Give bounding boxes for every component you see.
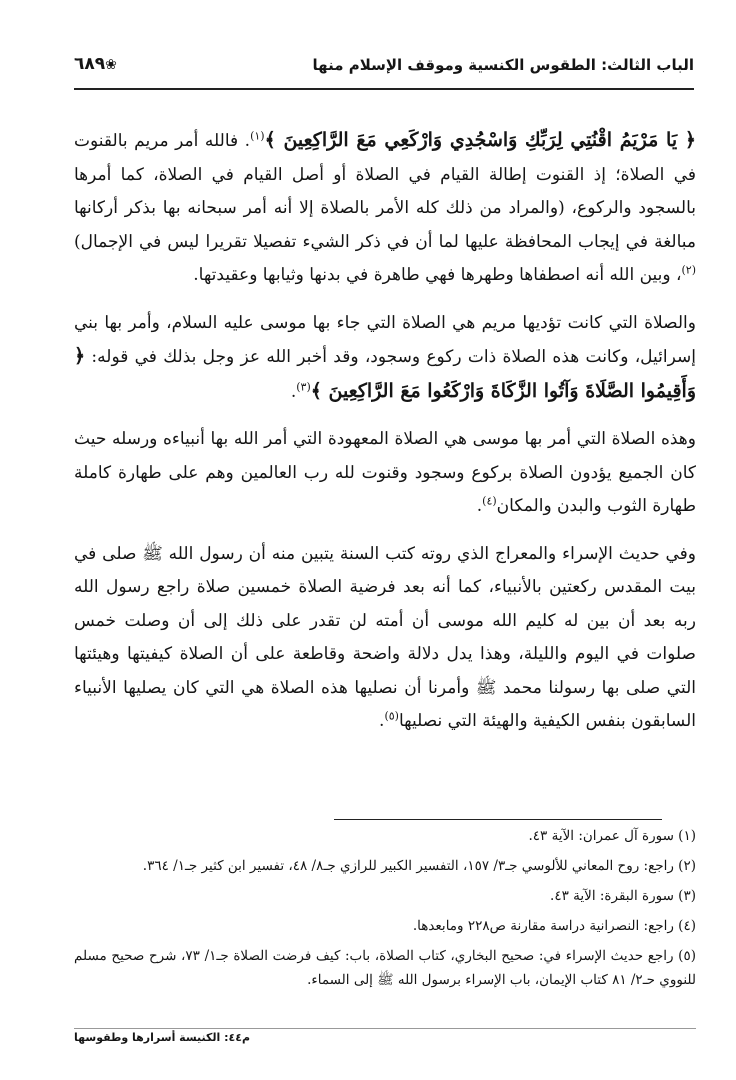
quran-verse: ﴿ وَأَقِيمُوا الصَّلَاةَ وَآتُوا الزَّكَاةَ وَارْكَعُوا مَعَ الرَّاكِعِينَ ﴾ <box>74 345 696 402</box>
paragraph-text: وفي حديث الإسراء والمعراج الذي روته كتب السنة يتبين منه أن رسول الله ﷺ صلى في بيت المقدس ركعتين بالأنبياء، كما أنه بعد فرضية الصلاة خمسين صلاة راجع رسول الله ربه بعد أن بين له كليم الله موسى أن أمته لن تقدر على ذلك إلى أن وصلت خمس صلوات في اليوم والليلة، وهذا يدل دلالة واضحة وقاطعة على أن الصلاة كيفيتها وهيئتها التي صلى بها رسولنا محمد ﷺ وأمرنا أن نصليها هذه الصلاة هي التي كان يصليها الأنبياء السابقون بنفس الكيفية والهيئة التي نصليها <box>74 543 696 731</box>
page-number-value: ٦٨٩ <box>74 54 106 74</box>
page-footer <box>74 1028 696 1051</box>
main-text <box>74 124 696 753</box>
footnote-1: (١) سورة آل عمران: الآية ٤٣. <box>528 828 696 844</box>
page-header <box>74 44 694 90</box>
footnote-ref[interactable]: (٤) <box>482 494 497 508</box>
footnotes <box>74 824 696 998</box>
running-title: الباب الثالث: الطقوس الكنسية وموقف الإسلام منها <box>312 56 694 74</box>
paragraph-text: والصلاة التي كانت تؤديها مريم هي الصلاة التي جاء بها موسى عليه السلام، وأمر بها بني إسرائيل، وكانت هذه الصلاة ذات ركوع وسجود، وقد أخبر الله عز وجل بذلك في قوله: <box>74 312 696 367</box>
footer-book-title: م٤٤: الكنيسة أسرارها وطقوسها <box>74 1031 251 1044</box>
footnote-ref[interactable]: (٥) <box>384 709 399 723</box>
paragraph-text: . فالله أمر مريم بالقنوت في الصلاة؛ إذ القنوت إطالة القيام في الصلاة أو أصل القيام في الصلاة، كما أمرها بالسجود والركوع، (والمراد من ذلك كله الأمر بالصلاة إلا أنه أمر سبحانه بها بذكر أركانها مبالغة في إيجاب المحافظة عليها لما أن في ذكر الشيء تفصيلا تقريرا ليس في الإجمال) <box>74 131 696 252</box>
paragraph-1 <box>74 124 696 293</box>
footnote-3: (٣) سورة البقرة: الآية ٤٣. <box>550 888 696 904</box>
paragraph-4: وفي حديث الإسراء والمعراج الذي روته كتب السنة يتبين منه أن رسول الله ﷺ صلى في بيت المقدس ركعتين بالأنبياء، كما أنه بعد فرضية الصلاة خمسين صلاة راجع رسول الله ربه بعد أن بين له كليم الله موسى أن أمته لن تقدر على ذلك إلى أن وصلت خمس صلوات في اليوم والليلة، وهذا يدل دلالة واضحة وقاطعة على أن الصلاة كيفيتها وهيئتها التي صلى بها رسولنا محمد ﷺ وأمرنا أن نصليها هذه الصلاة هي التي كان يصليها الأنبياء السابقون بنفس الكيفية والهيئة التي نصليها$^{(٥)}$. <box>74 543 696 731</box>
paragraph-text: ، وبين الله أنه اصطفاها وطهرها فهي طاهرة في بدنها وثيابها وعقيدتها. <box>193 265 682 285</box>
paragraph-text: وهذه الصلاة التي أمر بها موسى هي الصلاة المعهودة التي أمر الله بها أنبياءه ورسله حيث كان الجميع يؤدون الصلاة بركوع وسجود وقنوت لله رب العالمين وهم على طهارة كاملة طهارة الثوب والبدن والمكان <box>74 429 696 516</box>
quran-verse: ﴿ يَا مَرْيَمُ اقْنُتِي لِرَبِّكِ وَاسْجُدِي وَارْكَعِي مَعَ الرَّاكِعِينَ ﴾ <box>264 129 697 151</box>
footnote-4: (٤) راجع: النصرانية دراسة مقارنة ص٢٢٨ ومابعدها. <box>412 918 696 934</box>
footnote-ref[interactable]: (٣) <box>296 379 311 393</box>
paragraph-3: وهذه الصلاة التي أمر بها موسى هي الصلاة المعهودة التي أمر الله بها أنبياءه ورسله حيث كان الجميع يؤدون الصلاة بركوع وسجود وقنوت لله رب العالمين وهم على طهارة كاملة طهارة الثوب والبدن والمكان$^{(٤)}$. <box>74 429 696 516</box>
footnote-divider <box>334 819 662 820</box>
footnote-ref[interactable]: (٢) <box>681 263 696 277</box>
paragraph-2: والصلاة التي كانت تؤديها مريم هي الصلاة التي جاء بها موسى عليه السلام، وأمر بها بني إسرائيل، وكانت هذه الصلاة ذات ركوع وسجود، وقد أخبر الله عز وجل بذلك في قوله: ﴿ وَأَقِيمُوا الصَّلَاةَ وَآتُوا الزَّكَاةَ وَارْكَعُوا مَعَ الرَّاكِعِينَ ﴾$^{(٣)}$. <box>74 312 696 402</box>
footnote-5: (٥) راجع حديث الإسراء في: صحيح البخاري، كتاب الصلاة، باب: كيف فرضت الصلاة جـ١/ ٧٣، شرح صحيح مسلم للنووي حـ٢/ ٨١ كتاب الإيمان، باب الإسراء برسول الله ﷺ إلى السماء. <box>74 948 696 988</box>
footnote-2: (٢) راجع: روح المعاني للألوسي جـ٣/ ١٥٧، التفسير الكبير للرازي جـ٨/ ٤٨، تفسير ابن كثير جـ١/ ٣٦٤. <box>142 858 696 874</box>
footnote-ref[interactable]: (١) <box>250 129 265 143</box>
page-number <box>74 54 119 74</box>
ornament-icon: ❀ <box>105 57 117 73</box>
